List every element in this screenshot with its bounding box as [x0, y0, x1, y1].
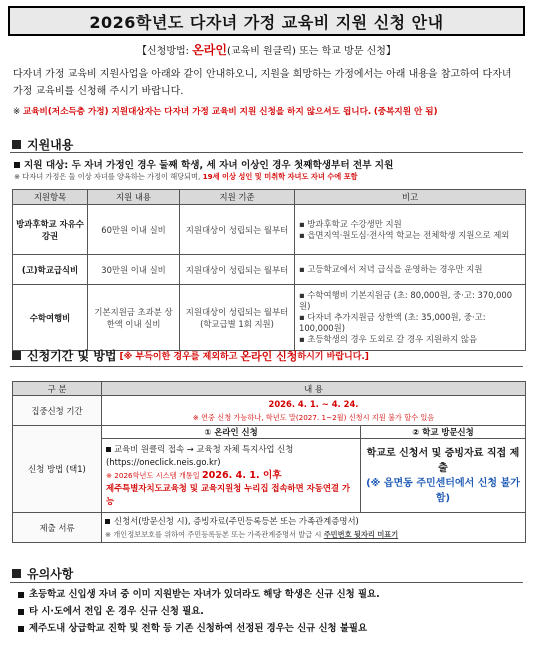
col-category: 구 분 — [13, 382, 102, 396]
docs-note-b: 주민번호 뒷자리 미표기 — [323, 529, 399, 539]
title-box — [8, 6, 525, 36]
row-note: ▪ 초등학생의 경우 도외로 갈 경우 지원하지 않음 — [299, 334, 521, 345]
square-bullet-icon — [12, 351, 21, 360]
row-notes — [295, 255, 526, 285]
support-table-header — [13, 190, 526, 205]
apply-heading-online: 온라인 신청 — [240, 349, 298, 363]
col-amount: 지원 내용 — [88, 190, 180, 205]
online-steps-line — [106, 443, 356, 456]
row-criteria — [180, 285, 295, 351]
method-online: 온라인 — [192, 43, 227, 57]
notice-text: 교육비(저소득층 가정) 지원대상자는 다자녀 가정 교육비 지원 신청을 하지 않으셔도 됩니다. — [22, 107, 372, 117]
caution-text: 제주도내 상급학교 진학 및 전학 등 기존 신청하여 선정된 경우는 신규 신청 불필요 — [29, 623, 368, 634]
apply-table — [12, 381, 526, 543]
table-row — [13, 426, 526, 439]
table-row — [13, 513, 526, 543]
square-bullet-icon — [18, 626, 24, 632]
square-bullet-icon — [18, 592, 24, 598]
row-criteria: 지원대상이 성립되는 월부터 — [180, 255, 295, 285]
divider — [10, 582, 523, 583]
online-cell — [102, 439, 361, 513]
section-support-heading — [12, 136, 73, 153]
docs-note-line — [105, 528, 522, 541]
section-caution-heading — [12, 565, 73, 582]
online-open-date: 2026. 4. 1. 이후 — [201, 470, 282, 481]
online-title: ① 온라인 신청 — [102, 426, 361, 439]
square-bullet-icon — [14, 162, 20, 168]
visit-note: (※ 읍면동 주민센터에서 신청 불가함) — [366, 477, 520, 504]
square-bullet-icon — [106, 447, 111, 452]
section-apply-title: 신청기간 및 방법 — [27, 349, 117, 363]
online-open-line — [106, 469, 356, 482]
intro-text: 다자녀 가정 교육비 지원사업을 아래와 같이 안내하오니, 지원을 희망하는 가정에서는 아래 내용을 참고하여 다자녀 가정 교육비를 신청해 주시기 바랍니다. — [13, 69, 512, 97]
support-target — [14, 157, 529, 171]
method-label: 신청 방법 (택1) — [13, 426, 102, 513]
notice-prefix: ※ — [13, 107, 21, 117]
table-row — [13, 285, 526, 351]
support-target-note — [14, 172, 529, 182]
row-item: 수학여행비 — [13, 285, 88, 351]
section-support-title: 지원내용 — [27, 138, 74, 152]
period-note: ※ 연중 신청 가능하나, 학년도 말(2027. 1~2월) 신청시 지원 불가 할수 있음 — [192, 412, 435, 422]
target-note-a: ※ 다자녀 가정은 둘 이상 자녀를 양육하는 가정이 해당되며, — [14, 172, 201, 181]
caution-list — [18, 586, 528, 637]
square-bullet-icon — [105, 519, 110, 524]
col-content: 내 용 — [102, 382, 526, 396]
docs-text: 신청서(방문신청 시), 증빙자료(주민등록등본 또는 가족관계증명서) — [114, 515, 359, 526]
page-title: 2026학년도 다자녀 가정 교육비 지원 신청 안내 — [89, 12, 444, 32]
online-warn: 제주특별자치도교육청 및 교육지원청 누리집 접속하면 자동연결 가능 — [106, 483, 351, 506]
row-amount: 기본지원금 초과분 상한액 이내 실비 — [88, 285, 180, 351]
section-apply-heading — [12, 347, 369, 364]
visit-cell — [361, 439, 526, 513]
divider — [10, 366, 523, 367]
row-criteria-sub: (학교급별 1회 지원) — [200, 318, 274, 329]
col-criteria: 지원 기준 — [180, 190, 295, 205]
caution-text: 타 시·도에서 전입 온 경우 신규 신청 필요. — [29, 606, 204, 617]
row-amount: 60만원 이내 실비 — [88, 205, 180, 255]
row-criteria-main: 지원대상이 성립되는 월부터 — [185, 306, 289, 317]
target-note-b: 19세 이상 성인 및 미취학 자녀도 자녀 수에 포함 — [202, 172, 358, 181]
table-row — [13, 205, 526, 255]
online-steps: 교육비 원클릭 접속 → 교육청 자체 특지사업 신청 — [114, 444, 294, 454]
row-note: ▪ 읍면지역·원도심·전사역 학교는 전체학생 지원으로 제외 — [299, 230, 521, 241]
row-notes — [295, 205, 526, 255]
row-notes — [295, 285, 526, 351]
visit-title: ② 학교 방문신청 — [361, 426, 526, 439]
row-note: ▪ 방과후학교 수강생만 지원 — [299, 219, 521, 230]
method-line — [0, 41, 533, 58]
online-open-prefix: ※ 2026학년도 시스템 개통일 — [106, 471, 200, 480]
square-bullet-icon — [12, 569, 21, 578]
notice-emph: (중복지원 안 됨) — [373, 107, 438, 117]
apply-heading-note: [※ 부득이한 경우를 제외하고 — [119, 352, 238, 362]
list-item — [18, 603, 528, 620]
square-bullet-icon — [18, 609, 24, 615]
table-row — [13, 396, 526, 426]
support-target-text: 지원 대상: 두 자녀 가정인 경우 둘째 학생, 세 자녀 이상인 경우 첫째학생부터 전부 지원 — [24, 160, 394, 171]
caution-text: 초등학교 신입생 자녀 중 이미 지원받는 자녀가 있더라도 해당 학생은 신규 신청 필요. — [29, 589, 380, 600]
col-item: 지원항목 — [13, 190, 88, 205]
docs-cell — [102, 513, 526, 543]
row-note: ▪ 수학여행비 기본지원금 (초: 80,000원, 중·고: 370,000원) — [299, 290, 521, 312]
support-table — [12, 189, 526, 351]
row-note: ▪ 다자녀 추가지원금 상한액 (초: 35,000원, 중·고: 100,000원) — [299, 312, 521, 334]
visit-main: 학교로 신청서 및 증빙자료 직접 제출 — [366, 447, 520, 474]
apply-table-header — [13, 382, 526, 396]
row-item: 방과후학교 자유수강권 — [13, 205, 88, 255]
method-prefix: 【신청방법: — [137, 46, 190, 57]
square-bullet-icon — [12, 140, 21, 149]
row-note: ▪ 고등학교에서 저녁 급식을 운영하는 경우만 지원 — [299, 264, 521, 275]
section-caution-title: 유의사항 — [27, 567, 74, 581]
col-notes: 비고 — [295, 190, 526, 205]
apply-heading-tail: 하시기 바랍니다.] — [297, 352, 369, 362]
docs-label: 제출 서류 — [13, 513, 102, 543]
row-amount: 30만원 이내 실비 — [88, 255, 180, 285]
notice-line — [13, 105, 528, 117]
list-item — [18, 586, 528, 603]
online-url: (https://oneclick.neis.go.kr) — [106, 457, 221, 467]
list-item — [18, 620, 528, 637]
row-item: (고)학교급식비 — [13, 255, 88, 285]
docs-line — [105, 515, 522, 528]
divider — [10, 152, 523, 153]
period-label: 집중신청 기간 — [13, 396, 102, 426]
docs-note-a: ※ 개인정보보호를 위하여 주민등록등본 또는 가족관계증명서 발급 시 — [105, 529, 322, 539]
period-cell — [102, 396, 526, 426]
table-row — [13, 255, 526, 285]
row-criteria: 지원대상이 성립되는 월부터 — [180, 205, 295, 255]
period-dates: 2026. 4. 1. ~ 4. 24. — [268, 398, 359, 409]
method-online-detail: (교육비 원클릭) — [227, 46, 296, 57]
method-suffix: 또는 학교 방문 신청】 — [299, 46, 396, 57]
